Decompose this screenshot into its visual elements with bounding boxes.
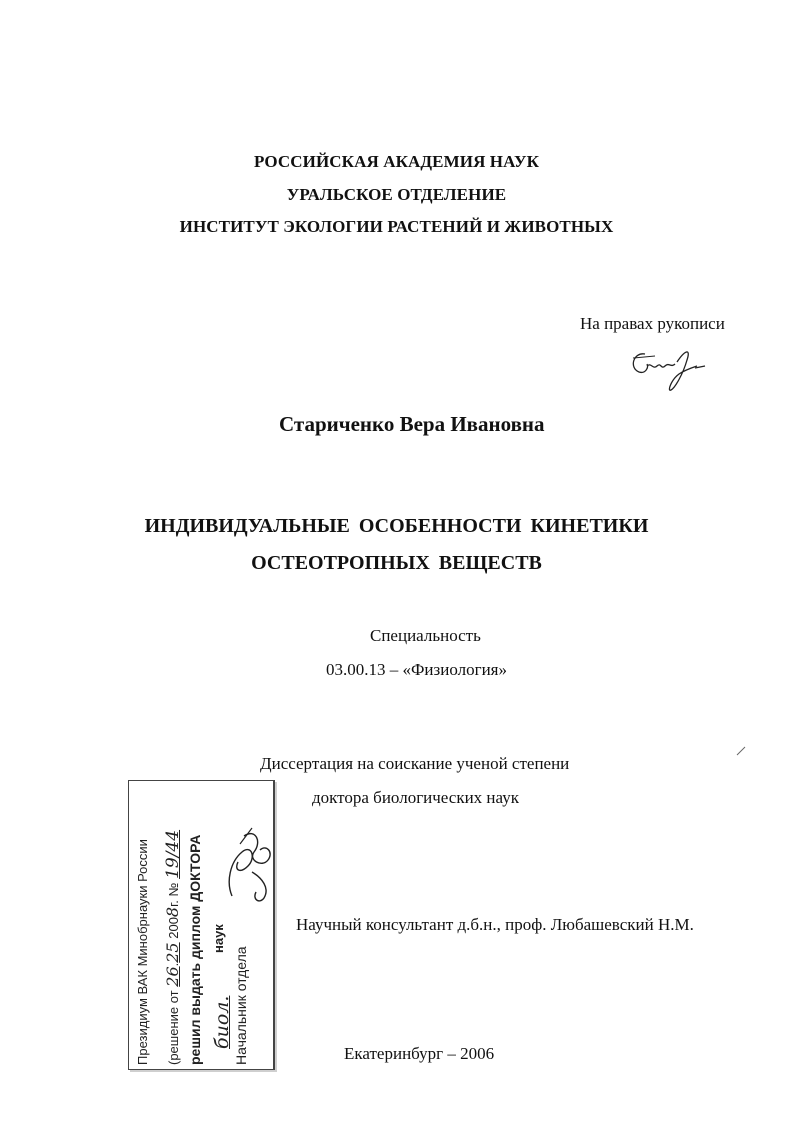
stamp-line-diploma: решил выдать диплом ДОКТОРА [187, 834, 203, 1065]
stamp-line-presidium: Президиум ВАК Минобрнауки России [135, 839, 150, 1065]
stamp-line-nauk: наук [211, 924, 226, 953]
author-signature [625, 344, 715, 396]
stamp-field-handwritten: биол. [211, 995, 233, 1049]
degree-line-1: Диссертация на соискание ученой степени [260, 754, 570, 773]
scan-mark [735, 745, 747, 757]
author-name: Стариченко Вера Ивановна [279, 412, 545, 436]
stamp-year-handwritten: 8 [163, 906, 182, 918]
degree-line-2: доктора биологических наук [312, 788, 519, 807]
institution-line-3: ИНСТИТУТ ЭКОЛОГИИ РАСТЕНИЙ И ЖИВОТНЫХ [179, 217, 614, 236]
stamp-line-decision: (решение от 26.25 2008г. № 19/44 [163, 829, 183, 1065]
institution-line-1: РОССИЙСКАЯ АКАДЕМИЯ НАУК [253, 152, 540, 171]
stamp-signature [222, 822, 286, 908]
institution-line-2: УРАЛЬСКОЕ ОТДЕЛЕНИЕ [286, 185, 507, 204]
rights-notice: На правах рукописи [580, 314, 725, 333]
dissertation-title-line-1: ИНДИВИДУАЛЬНЫЕ ОСОБЕННОСТИ КИНЕТИКИ [144, 515, 649, 537]
stamp-month-handwritten: 25 [163, 942, 182, 963]
stamp-line-head: Начальник отдела [233, 946, 249, 1065]
city-year: Екатеринбург – 2006 [344, 1044, 495, 1063]
stamp-number-handwritten: 19/44 [163, 829, 183, 879]
stamp-day-handwritten: 26 [163, 966, 182, 987]
specialty-code: 03.00.13 – «Физиология» [326, 660, 507, 679]
scientific-consultant: Научный консультант д.б.н., проф. Любашевский Н.М. [296, 915, 694, 934]
specialty-label: Специальность [370, 626, 481, 645]
dissertation-title-line-2: ОСТЕОТРОПНЫХ ВЕЩЕСТВ [251, 552, 542, 574]
